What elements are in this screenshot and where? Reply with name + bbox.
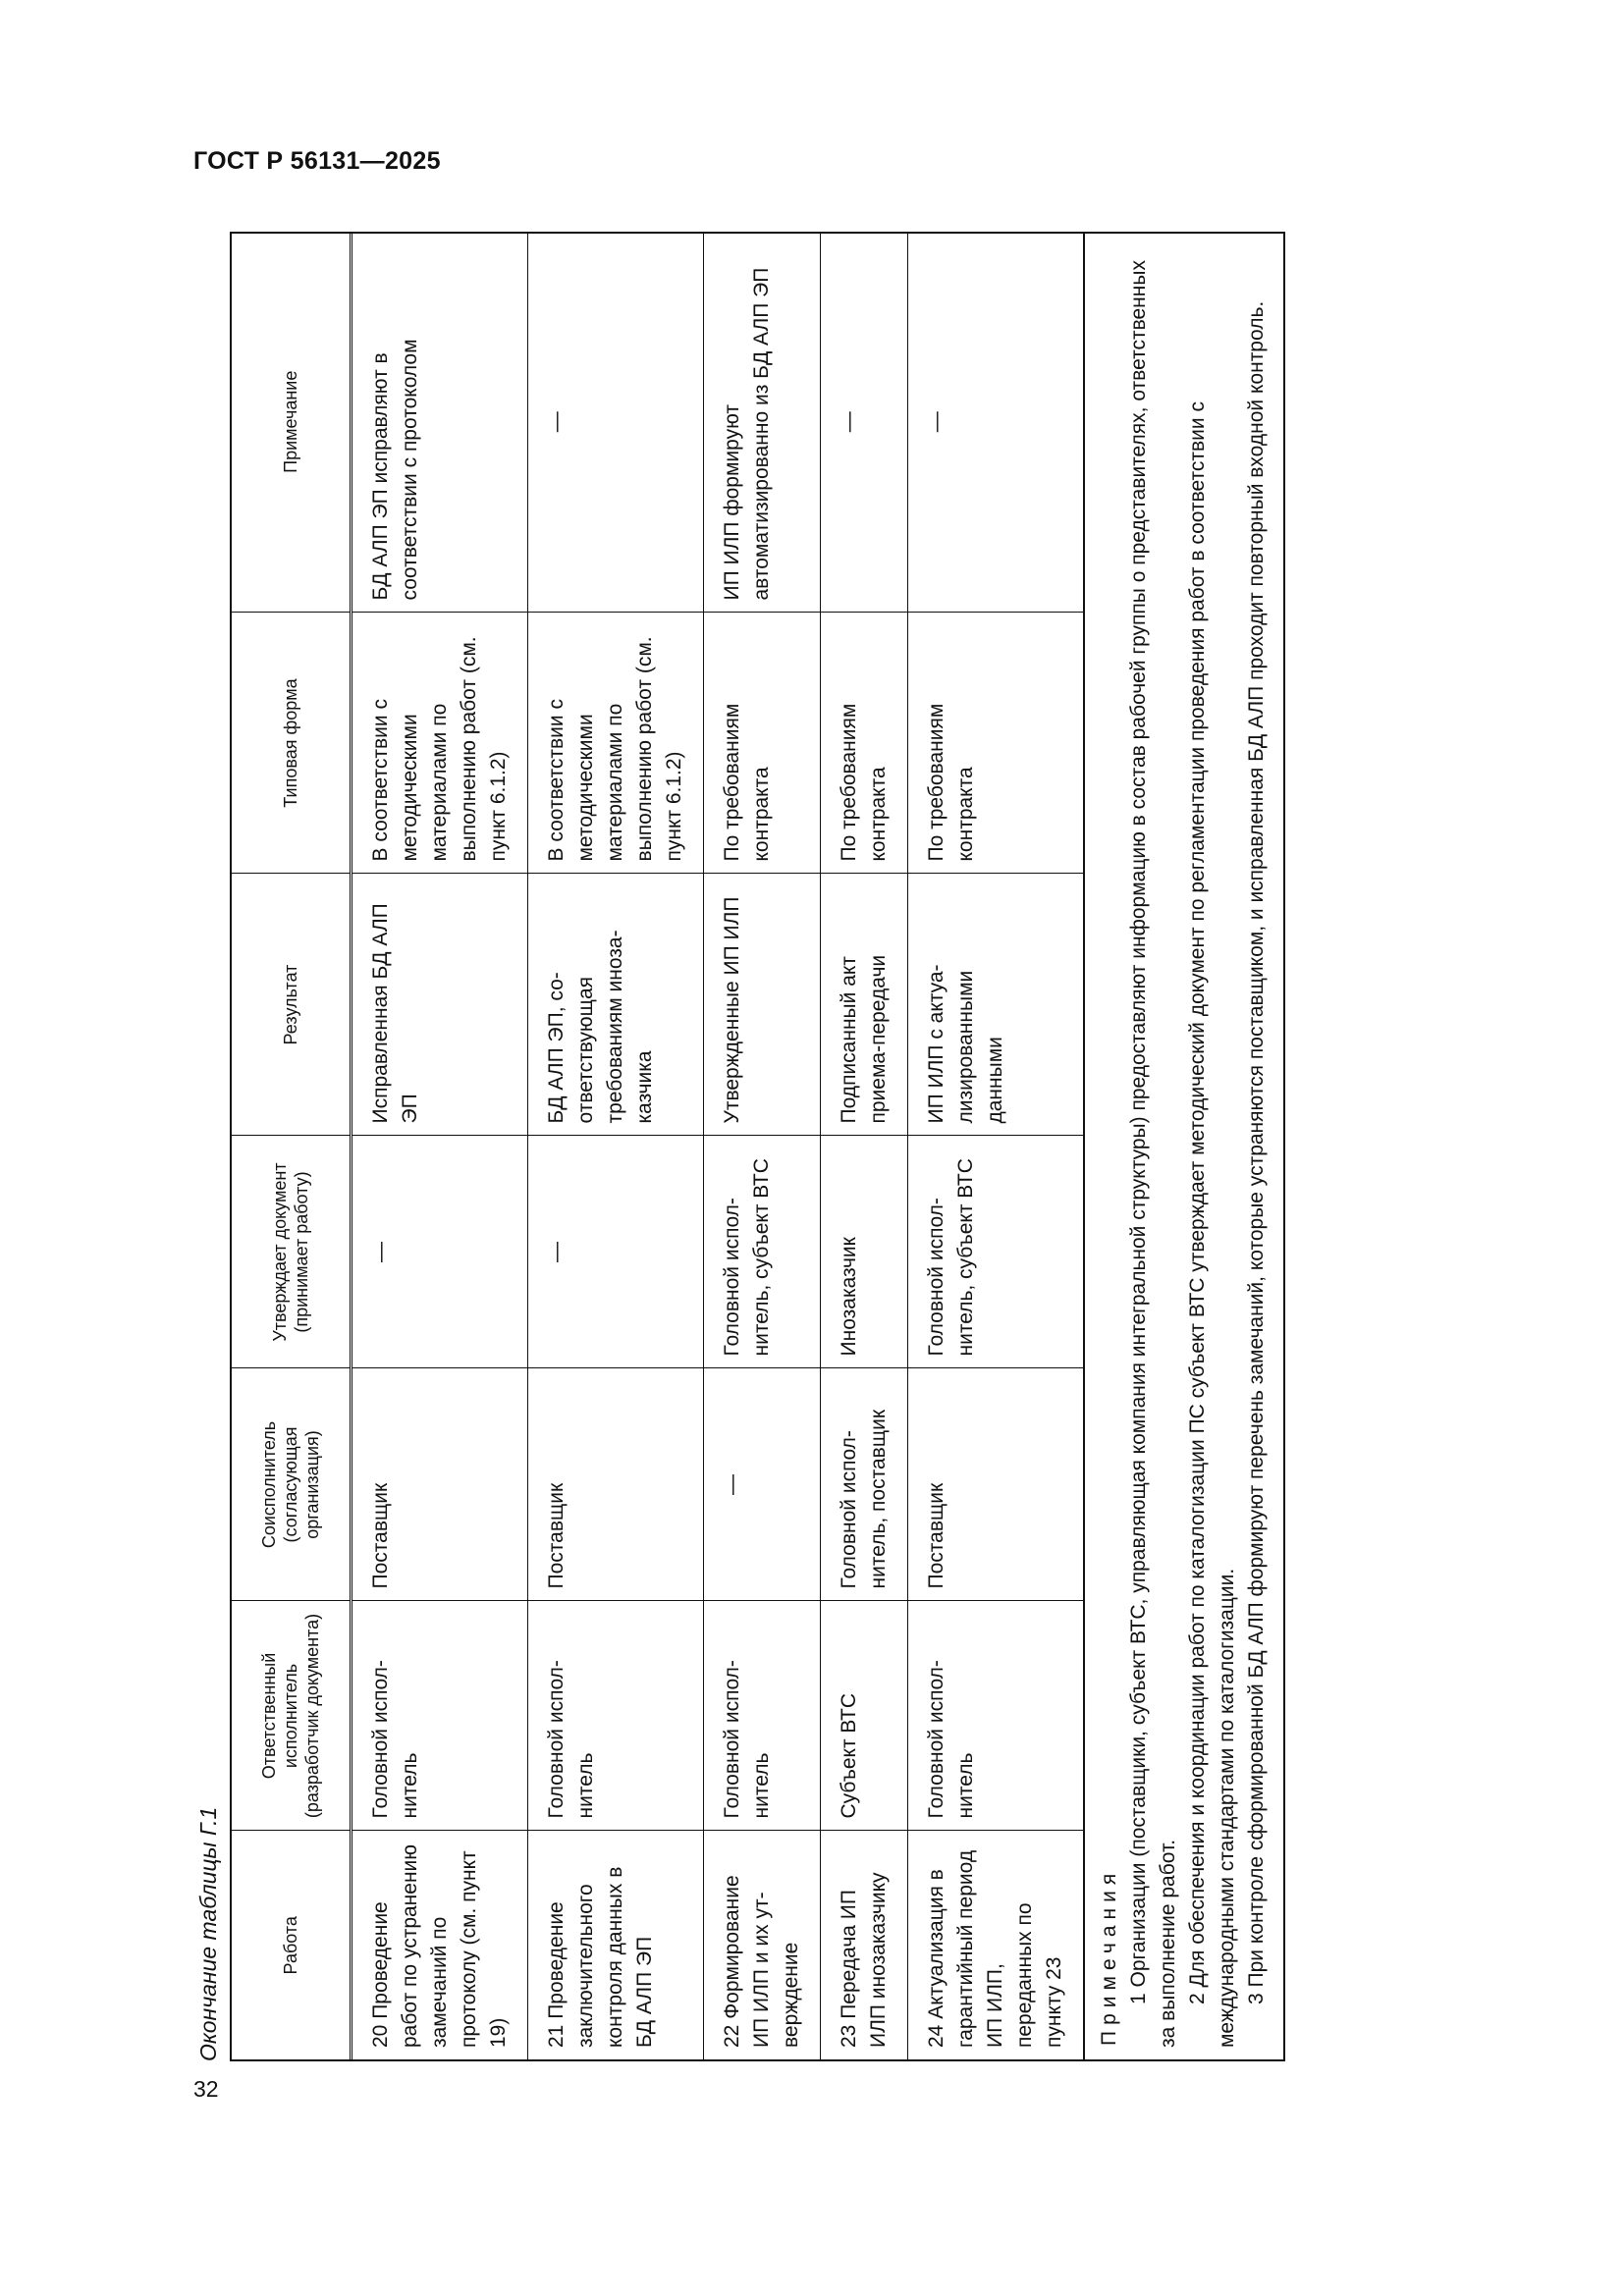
table-cell: Головной исполнитель, субъект ВТС [704, 1136, 821, 1368]
note-item: 2 Для обеспечения и координации работ по каталогизации ПС субъект ВТС утверждает методический документ по регламентации проведения работ в соответствии с международными стандартами по каталогизации. [1186, 401, 1238, 2048]
table-cell: 21 Проведение заключительного контроля данных в БД АЛП ЭП [528, 1831, 704, 2059]
table-cell: Головной исполнитель [352, 1601, 528, 1831]
table-cell: По требованиям контракта [821, 613, 908, 874]
table-header-row [232, 232, 352, 2059]
table-cell: — [821, 232, 908, 613]
table-row [528, 232, 704, 2059]
table-cell: Утвержденные ИП ИЛП [704, 874, 821, 1136]
table-cell: По требованиям контракта [704, 613, 821, 874]
table-cell: В соответствии с методическими материалами по выполнению работ (см. пункт 6.1.2) [352, 613, 528, 874]
table-cell: Поставщик [528, 1368, 704, 1601]
column-header: Результат [232, 874, 352, 1136]
table-cell: Головной исполнитель [908, 1601, 1084, 1831]
table-cell: — [908, 232, 1084, 613]
column-header: Работа [232, 1831, 352, 2059]
table-cell: ИП ИЛП формируют автоматизированно из БД АЛП ЭП [704, 232, 821, 613]
table-cell: — [352, 1136, 528, 1368]
rotated-table-block [187, 0, 1286, 2061]
table-row [908, 232, 1084, 2059]
column-header: Примечание [232, 232, 352, 613]
table-row [821, 232, 908, 2059]
table-notes [1084, 234, 1283, 2059]
table-cell: По требованиям контракта [908, 613, 1084, 874]
table-cell: — [704, 1368, 821, 1601]
table-cell: Поставщик [908, 1368, 1084, 1601]
table-cell: Головной исполнитель [704, 1601, 821, 1831]
table-cell: Исправленная БД АЛП ЭП [352, 874, 528, 1136]
note-item: 1 Организации (поставщики, субъект ВТС, управляющая компания интегральной структуры) предоставляют информацию в состав рабочей группы о представителях, ответственных за выполнение работ. [1127, 260, 1179, 2048]
table-cell: Подписанный акт приема-передачи [821, 874, 908, 1136]
table-row [704, 232, 821, 2059]
column-header: Ответственный исполнитель (разработчик документа) [232, 1601, 352, 1831]
document-header: ГОСТ Р 56131—2025 [193, 147, 441, 175]
table-cell: 24 Актуализация в гарантийный период ИП ИЛП, переданных по пункту 23 [908, 1831, 1084, 2059]
table-cell: Головной исполнитель, поставщик [821, 1368, 908, 1601]
table-frame [230, 232, 1285, 2061]
table-cell: Головной исполнитель, субъект ВТС [908, 1136, 1084, 1368]
table-cell: В соответствии с методическими материалами по выполнению работ (см. пункт 6.1.2) [528, 613, 704, 874]
table-cell: 22 Формирование ИП ИЛП и их утверждение [704, 1831, 821, 2059]
table-cell: — [528, 1136, 704, 1368]
column-header: Соисполнитель (согласующая организация) [232, 1368, 352, 1601]
table-cell: БД АЛП ЭП, соответствующая требованиям инозаказчика [528, 874, 704, 1136]
table-cell: Головной исполнитель [528, 1601, 704, 1831]
table-cell: Субъект ВТС [821, 1601, 908, 1831]
table-cell: 20 Проведение работ по устранению замечаний по протоколу (см. пункт 19) [352, 1831, 528, 2059]
table-cell: — [528, 232, 704, 613]
table-cell: Инозаказчик [821, 1136, 908, 1368]
table-cell: Поставщик [352, 1368, 528, 1601]
column-header: Типовая форма [232, 613, 352, 874]
notes-title: Примечания [1098, 1867, 1120, 2046]
table-cell: ИП ИЛП с актуализированными данными [908, 874, 1084, 1136]
table-cell: 23 Передача ИП ИЛП инозаказчику [821, 1831, 908, 2059]
table-caption: Окончание таблицы Г.1 [195, 1806, 221, 2061]
page-number: 32 [193, 2076, 219, 2102]
note-item: 3 При контроле сформированной БД АЛП формируют перечень замечаний, которые устраняются поставщиком, и исправленная БД АЛП проходит повторный входной контроль. [1245, 300, 1268, 2004]
column-header: Утверждает документ (принимает работу) [232, 1136, 352, 1368]
table-cell: БД АЛП ЭП исправляют в соответствии с протоколом [352, 232, 528, 613]
table-row [352, 232, 528, 2059]
works-table [232, 232, 1084, 2059]
